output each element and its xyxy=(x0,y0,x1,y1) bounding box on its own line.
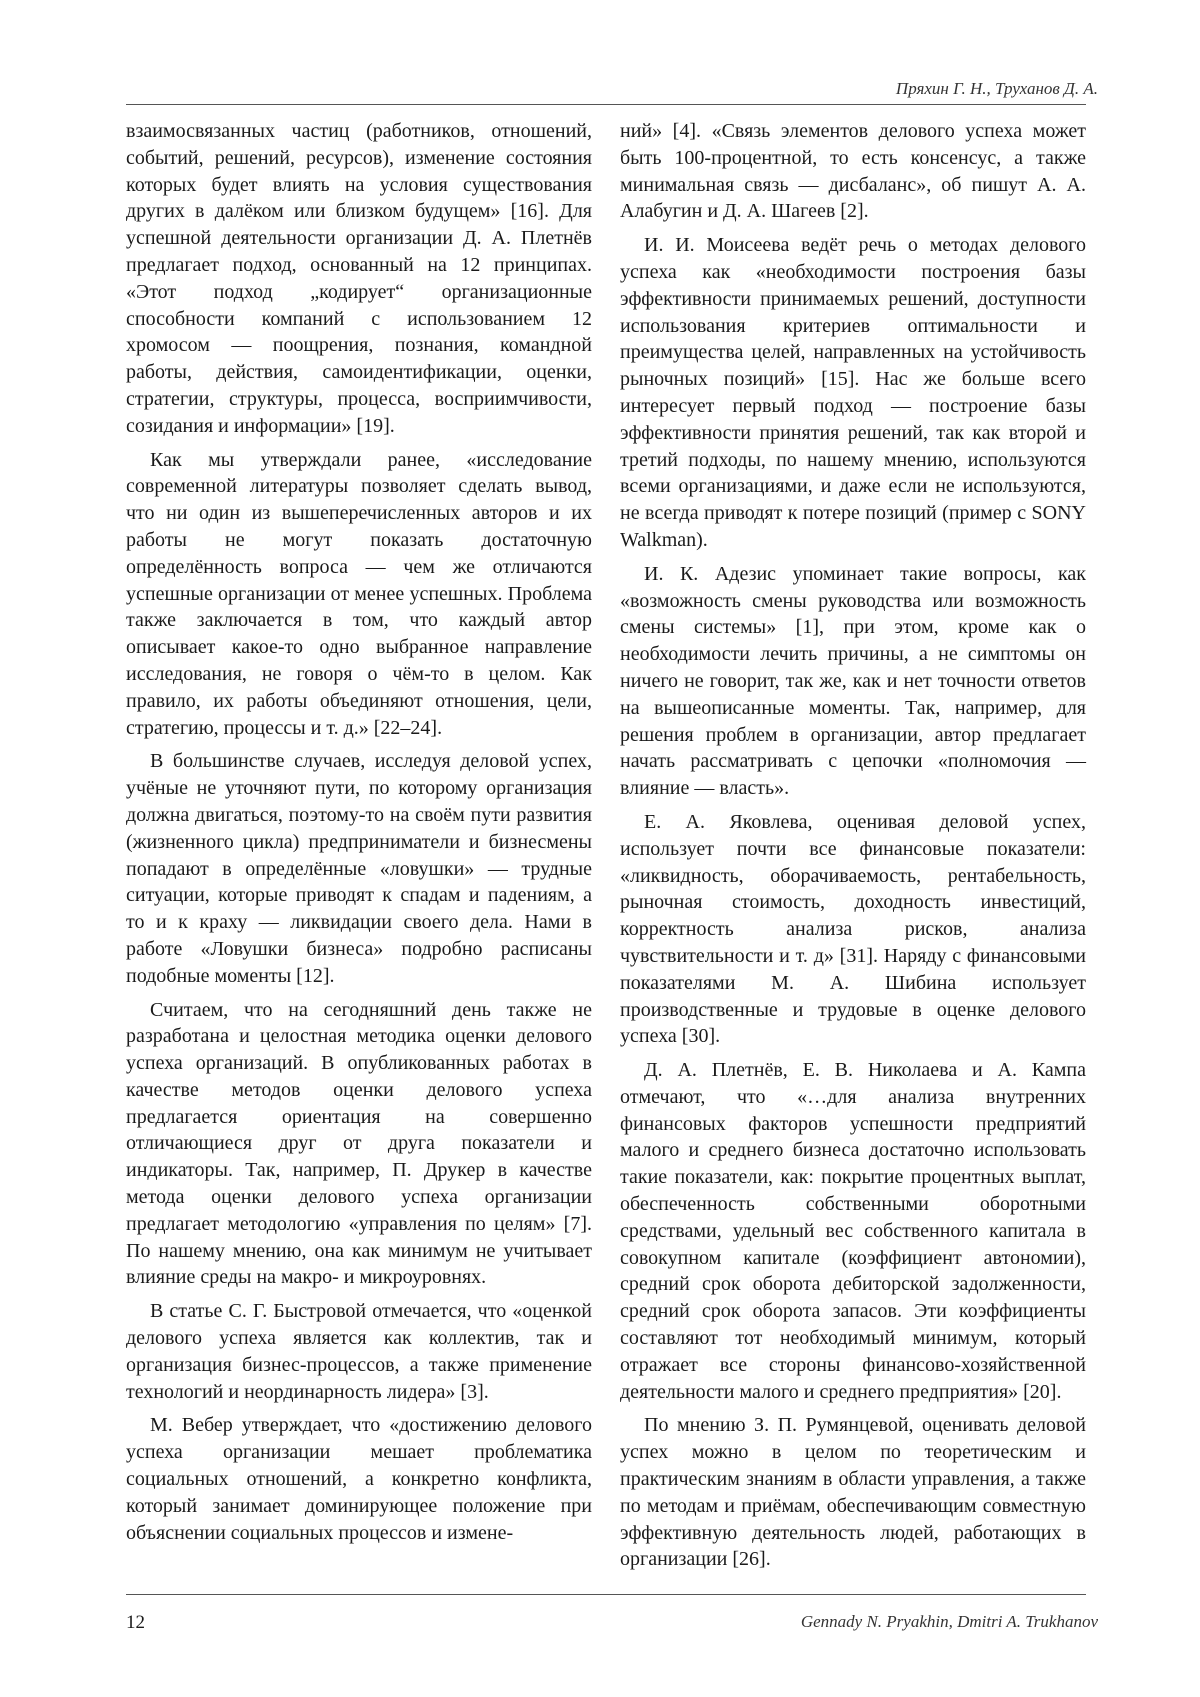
header-rule xyxy=(126,104,1086,105)
paragraph: И. И. Моисеева ведёт речь о методах делового успеха как «необходимости построения базы эффективности принимаемых решений, доступности использования критериев оптимальности и преимущества целей, направленных на устойчивость рыночных позиций» [15]. Нас же больше всего интересует первый подход — построение базы эффективности принятия решений, так как второй и третий подходы, по нашему мнению, используются всеми организациями, и даже если не используются, не всегда приводят к потере позиций (пример с SONY Walkman). xyxy=(620,234,1086,551)
paragraph: Е. А. Яковлева, оценивая деловой успех, использует почти все финансовые показатели: «ликвидность, оборачиваемость, рентабельность, рыночная стоимость, доходность инвестиций, корректность анализа рисков, анализа чувствительности и т. д» [31]. Наряду с финансовыми показателями М. А. Шибина использует производственные и трудовые в оценке делового успеха [30]. xyxy=(620,810,1086,1048)
running-footer-authors: Gennady N. Pryakhin, Dmitri A. Trukhanov xyxy=(800,1612,1098,1631)
running-header-authors: Пряхин Г. Н., Труханов Д. А. xyxy=(895,79,1098,98)
footer-rule xyxy=(126,1594,1086,1595)
page-number: 12 xyxy=(126,1612,145,1633)
paragraph: И. К. Адезис упоминает такие вопросы, как «возможность смены руководства или возможность смены системы» [1], при этом, кроме как о необходимости лечить причины, а не симптомы он ничего не говорит, так же, как и нет точности ответов на вышеописанные моменты. Так, например, для решения проблем в организации, автор предлагает начать рассматривать с цепочки «полномочия — влияние — власть». xyxy=(620,562,1086,800)
paragraph: М. Вебер утверждает, что «достижению делового успеха организации мешает проблематика социальных отношений, а конкретно конфликта, который занимает доминирующее положение при объяснении социальных процессов и измене- xyxy=(126,1414,592,1544)
paragraph: Считаем, что на сегодняшний день также не разработана и целостная методика оценки делового успеха организаций. В опубликованных работах в качестве методов оценки делового успеха предлагается ориентация на совершенно отличающиеся друг от друга показатели и индикаторы. Так, например, П. Друкер в качестве метода оценки делового успеха организации предлагает методологию «управления по целям» [7]. По нашему мнению, она как минимум не учитывает влияние среды на макро- и микроуровнях. xyxy=(126,998,592,1289)
paragraph: Д. А. Плетнёв, Е. В. Николаева и А. Кампа отмечают, что «…для анализа внутренних финансовых факторов успешности предприятий малого и среднего бизнеса достаточно использовать такие показатели, как: покрытие процентных выплат, обеспеченность собственными оборотными средствами, удельный вес собственного капитала в совокупном капитале (коэффициент автономии), средний срок оборота дебиторской задолженности, средний срок оборота запасов. Эти коэффициенты составляют тот необходимый минимум, который отражает все стороны финансово-хозяйственной деятельности малого и среднего предприятия» [20]. xyxy=(620,1059,1086,1403)
right-column xyxy=(620,118,1086,1580)
paragraph: По мнению З. П. Румянцевой, оценивать деловой успех можно в целом по теоретическим и практическим знаниям в области управления, а также по методам и приёмам, обеспечивающим совместную эффективную деятельность людей, работающих в организации [26]. xyxy=(620,1414,1086,1571)
paragraph: В большинстве случаев, исследуя деловой успех, учёные не уточняют пути, по которому организация должна двигаться, поэтому-то на своём пути развития (жизненного цикла) предприниматели и бизнесмены попадают в определённые «ловушки» — трудные ситуации, которые приводят к спадам и падениям, а то и к краху — ликвидации своего дела. Нами в работе «Ловушки бизнеса» подробно расписаны подобные моменты [12]. xyxy=(126,750,592,987)
paragraph: ний» [4]. «Связь элементов делового успеха может быть 100-процентной, то есть консенсус, а также минимальная связь — дисбаланс», об пишут А. А. Алабугин и Д. А. Шагеев [2]. xyxy=(620,120,1086,223)
paragraph: Как мы утверждали ранее, «исследование современной литературы позволяет сделать вывод, что ни один из вышеперечисленных авторов и их работы не могут показать достаточную определённость вопроса — чем же отличаются успешные организации от менее успешных. Проблема также заключается в том, что каждый автор описывает какое-то одно выбранное направление исследования, не говоря о чём-то в целом. Как правило, их работы объединяют отношения, цели, стратегию, процессы и т. д.» [22–24]. xyxy=(126,448,592,739)
paragraph: В статье С. Г. Быстровой отмечается, что «оценкой делового успеха является как коллектив, так и организация бизнес-процессов, а также применение технологий и неординарность лидера» [3]. xyxy=(126,1300,592,1403)
paragraph: взаимосвязанных частиц (работников, отношений, событий, решений, ресурсов), изменение состояния которых будет влиять на условия существования других в далёком или близком будущем» [16]. Для успешной деятельности организации Д. А. Плетнёв предлагает подход, основанный на 12 принципах. «Этот подход „кодирует“ организационные способности компаний с использованием 12 хромосом — поощрения, познания, командной работы, действия, самоидентификации, оценки, стратегии, структуры, процесса, восприимчивости, созидания и информации» [19]. xyxy=(126,120,592,437)
left-column xyxy=(126,118,592,1553)
